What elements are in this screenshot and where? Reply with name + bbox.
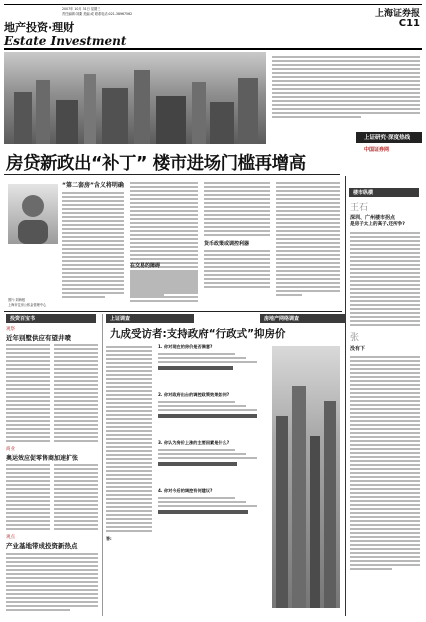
survey-headline: 九成受访者:支持政府“行政式”抑房价 <box>110 328 286 340</box>
lower-mid-header: 上证调查 <box>106 314 194 323</box>
sidebar-item1-title: 深圳、广州楼市拐点 <box>350 215 396 221</box>
lower-left-header: 投资百宝书 <box>6 314 96 323</box>
lower-left-topic1: 观察 <box>6 327 15 332</box>
survey-text <box>106 344 152 534</box>
page-code: C11 <box>398 18 420 29</box>
survey-question-text: 2. 你对政府出台的调控政策效果如何? <box>158 392 230 397</box>
masthead <box>4 4 422 48</box>
sidebar-item1-sub: 是房子太上的高子,还所争? <box>350 222 405 227</box>
survey-answer-line <box>158 453 246 455</box>
article-col-3b <box>204 248 270 290</box>
lower-left-text2 <box>6 462 50 532</box>
sidebar-text-2 <box>350 354 420 572</box>
lower-left-topic2: 商业 <box>6 447 15 452</box>
sidebar-text-1 <box>350 230 420 328</box>
article-col-3 <box>204 180 270 238</box>
section-title-en: Estate Investment <box>4 34 127 48</box>
survey-answer-line <box>158 497 235 499</box>
aerial-photo <box>4 52 266 144</box>
survey-answer-line <box>158 449 235 451</box>
masthead-bottom-rule <box>4 48 422 50</box>
lower-section-rule <box>4 311 342 312</box>
qa-head: 答: <box>106 536 112 541</box>
sidebar-rule <box>345 176 346 616</box>
photo-caption-2: 上海市住房公积金管理中心 <box>8 303 47 307</box>
survey-answer-line <box>158 401 235 403</box>
question-list <box>158 344 268 514</box>
survey-answer-line <box>158 505 257 507</box>
box-header-1: 在交易的障碍 <box>130 263 161 269</box>
lower-left-title3: 产业基地带成投资新热点 <box>6 542 78 550</box>
survey-answer-line <box>158 409 257 411</box>
survey-answer-line <box>158 405 246 407</box>
survey-bar <box>158 462 237 466</box>
lower-divider <box>102 314 103 616</box>
date-line: 2007年 10月 31日 星期三 <box>62 7 101 11</box>
top-right-label: 上证研究·深度热线 <box>364 135 411 141</box>
sidebar-item2-title: 没有下 <box>350 346 366 352</box>
paper-name: 上海证券报 <box>374 9 420 19</box>
lower-left-text3 <box>6 551 98 613</box>
article-col-2b <box>130 270 198 304</box>
survey-question-text: 3. 你认为房价上涨的主要因素是什么? <box>158 440 230 445</box>
survey-bar <box>158 366 233 370</box>
headline-rule <box>4 174 340 175</box>
survey-question-text: 1. 你对现在的房价是否满意? <box>158 344 213 349</box>
top-right-article <box>272 54 420 138</box>
survey-answer-line <box>158 357 246 359</box>
survey-answer-line <box>158 361 257 363</box>
editor-line: 责任编辑:刘栗 美编:成 联系电话:021-38967562 <box>62 12 133 16</box>
survey-question-1 <box>158 344 268 370</box>
sidebar-header: 楼市纵横 <box>349 188 419 197</box>
survey-answer-line <box>158 457 257 459</box>
article-col-4 <box>276 180 340 298</box>
survey-question-text: 4. 你对今后的调控有何建议? <box>158 488 213 493</box>
lower-left-topic3: 观点 <box>6 535 15 540</box>
column-title: “第二套房”含义将明确 <box>62 182 124 189</box>
city-skyline-graphic <box>4 52 266 144</box>
survey-photo <box>272 346 340 608</box>
main-headline: 房贷新政出“补丁” 楼市进场门槛再增高 <box>6 154 306 174</box>
sidebar-author-2: 张 <box>350 333 360 343</box>
survey-question-3 <box>158 440 268 466</box>
survey-questions <box>158 344 268 606</box>
buildings-graphic <box>272 346 340 608</box>
survey-answer-line <box>158 501 246 503</box>
lower-left-title1: 近年别墅供应有望井喷 <box>6 334 71 342</box>
portrait-photo <box>8 184 58 244</box>
survey-bar <box>158 414 257 418</box>
survey-answer-line <box>158 353 235 355</box>
lower-left-title2: 奥运效应促零售商加速扩张 <box>6 455 79 462</box>
box-header-3: 货币政策或调控利器 <box>204 241 250 247</box>
brand-label: 中国证券网 <box>364 147 390 153</box>
photo-caption-1: 图片:刘海根 <box>8 298 26 302</box>
section-title-cn: 地产投资·理财 <box>4 21 75 34</box>
survey-bar <box>158 510 248 514</box>
article-col-1 <box>62 190 124 300</box>
lower-left-text1b <box>54 342 98 444</box>
survey-question-4 <box>158 488 268 514</box>
lower-mid-right-header: 房地产网络调查 <box>260 314 346 323</box>
lower-left-text2b <box>54 462 98 532</box>
masthead-bar <box>4 4 422 5</box>
person-icon <box>8 184 58 244</box>
lower-left-text1 <box>6 342 50 444</box>
sidebar-author-1: 王石 <box>350 203 369 213</box>
survey-question-2 <box>158 392 268 418</box>
